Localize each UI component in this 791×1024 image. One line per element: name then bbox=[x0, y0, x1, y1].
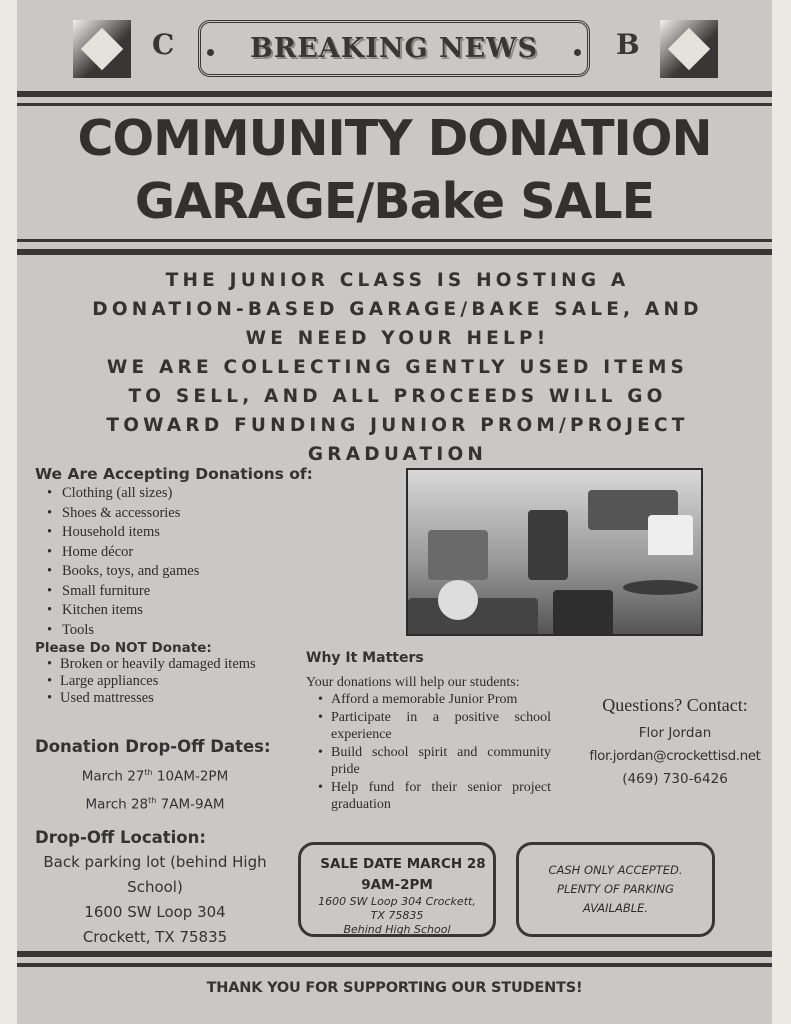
dropoff-date-1 bbox=[35, 761, 275, 789]
divider bbox=[17, 249, 772, 255]
dropoff-dates-heading: Donation Drop-Off Dates: bbox=[35, 737, 271, 756]
date-suffix: th bbox=[148, 795, 157, 805]
intro-line: THE JUNIOR CLASS IS HOSTING A bbox=[165, 270, 630, 291]
why-section bbox=[306, 650, 551, 814]
date: March 27 bbox=[81, 768, 145, 785]
list-item: • Home décor bbox=[35, 543, 270, 563]
title-line-2: GARAGE/Bake SALE bbox=[134, 173, 655, 230]
list-item: • Used mattresses bbox=[35, 690, 270, 707]
cash-only-box bbox=[516, 842, 715, 937]
intro-line: TOWARD FUNDING JUNIOR PROM/PROJECT bbox=[106, 415, 689, 436]
title-line-1: COMMUNITY DONATION bbox=[77, 110, 712, 167]
divider bbox=[17, 951, 772, 957]
list-item: • Broken or heavily damaged items bbox=[35, 656, 270, 673]
list-item: • Clothing (all sizes) bbox=[35, 484, 270, 504]
accepting-section bbox=[35, 465, 313, 707]
sale-address: TX 75835 bbox=[370, 909, 424, 922]
list-item: • Large appliances bbox=[35, 673, 270, 690]
diamond-ornament-icon bbox=[660, 20, 718, 78]
footer-thanks: THANK YOU FOR SUPPORTING OUR STUDENTS! bbox=[206, 980, 583, 996]
diamond-ornament-icon bbox=[73, 20, 131, 78]
parking-note: PLENTY OF PARKING bbox=[557, 882, 674, 896]
intro-line: GRADUATION bbox=[307, 444, 488, 465]
list-item: • Afford a memorable Junior Prom bbox=[306, 691, 551, 709]
intro-line: TO SELL, AND ALL PROCEEDS WILL GO bbox=[128, 386, 667, 407]
sale-time: 9AM-2PM bbox=[361, 877, 433, 893]
banner-text: BREAKING NEWS bbox=[249, 33, 539, 64]
dropoff-location-line-1: Back parking lot (behind High School) bbox=[43, 853, 267, 896]
sale-date-box bbox=[298, 842, 496, 937]
divider bbox=[17, 103, 772, 106]
dot-icon bbox=[207, 49, 214, 56]
list-item: • Participate in a positive school experience bbox=[306, 709, 551, 744]
contact-name: Flor Jordan bbox=[638, 725, 712, 741]
furniture-photo bbox=[406, 468, 703, 636]
sale-address: 1600 SW Loop 304 Crockett, bbox=[318, 895, 476, 908]
divider bbox=[17, 239, 772, 242]
list-item: • Help fund for their senior project graduation bbox=[306, 779, 551, 814]
divider bbox=[17, 963, 772, 967]
contact-heading: Questions? Contact: bbox=[602, 695, 748, 715]
list-item: • Shoes & accessories bbox=[35, 504, 270, 524]
list-item: • Build school spirit and community pride bbox=[306, 744, 551, 779]
dropoff-location-heading: Drop-Off Location: bbox=[35, 828, 206, 847]
intro-line: WE ARE COLLECTING GENTLY USED ITEMS bbox=[106, 357, 689, 378]
list-item: • Tools bbox=[35, 621, 270, 641]
contact-section bbox=[575, 695, 775, 791]
date-suffix: th bbox=[144, 768, 153, 777]
parking-note: AVAILABLE. bbox=[582, 901, 649, 915]
contact-phone: (469) 730-6426 bbox=[622, 771, 728, 787]
dropoff-location-line-2: 1600 SW Loop 304 Crockett, TX 75835 bbox=[82, 903, 228, 946]
header-letter-right: B bbox=[616, 28, 640, 61]
intro-line: DONATION-BASED GARAGE/BAKE SALE, AND bbox=[92, 299, 703, 320]
list-item: • Household items bbox=[35, 523, 270, 543]
intro-text bbox=[40, 266, 755, 469]
list-item: • Kitchen items bbox=[35, 601, 270, 621]
cash-note: CASH ONLY ACCEPTED. bbox=[548, 863, 683, 877]
date: March 28 bbox=[85, 796, 149, 812]
divider bbox=[17, 91, 772, 97]
why-heading: Why It Matters bbox=[306, 650, 424, 666]
dot-icon bbox=[574, 49, 581, 56]
header-letter-left: C bbox=[152, 28, 175, 61]
dropoff-date-2 bbox=[35, 789, 275, 817]
dropoff-section bbox=[35, 737, 275, 950]
list-item: • Books, toys, and games bbox=[35, 562, 270, 582]
time: 7AM-9AM bbox=[156, 796, 225, 812]
accepting-heading: We Are Accepting Donations of: bbox=[35, 465, 313, 483]
time: 10AM-2PM bbox=[152, 768, 229, 785]
intro-line: WE NEED YOUR HELP! bbox=[245, 328, 550, 349]
sale-location-note: Behind High School bbox=[343, 923, 451, 936]
why-intro: Your donations will help our students: bbox=[306, 675, 520, 690]
breaking-news-banner bbox=[198, 20, 590, 77]
contact-email[interactable]: flor.jordan@crockettisd.net bbox=[589, 748, 761, 764]
not-donate-heading: Please Do NOT Donate: bbox=[35, 640, 212, 656]
sale-date: SALE DATE MARCH 28 bbox=[320, 856, 486, 872]
list-item: • Small furniture bbox=[35, 582, 270, 602]
